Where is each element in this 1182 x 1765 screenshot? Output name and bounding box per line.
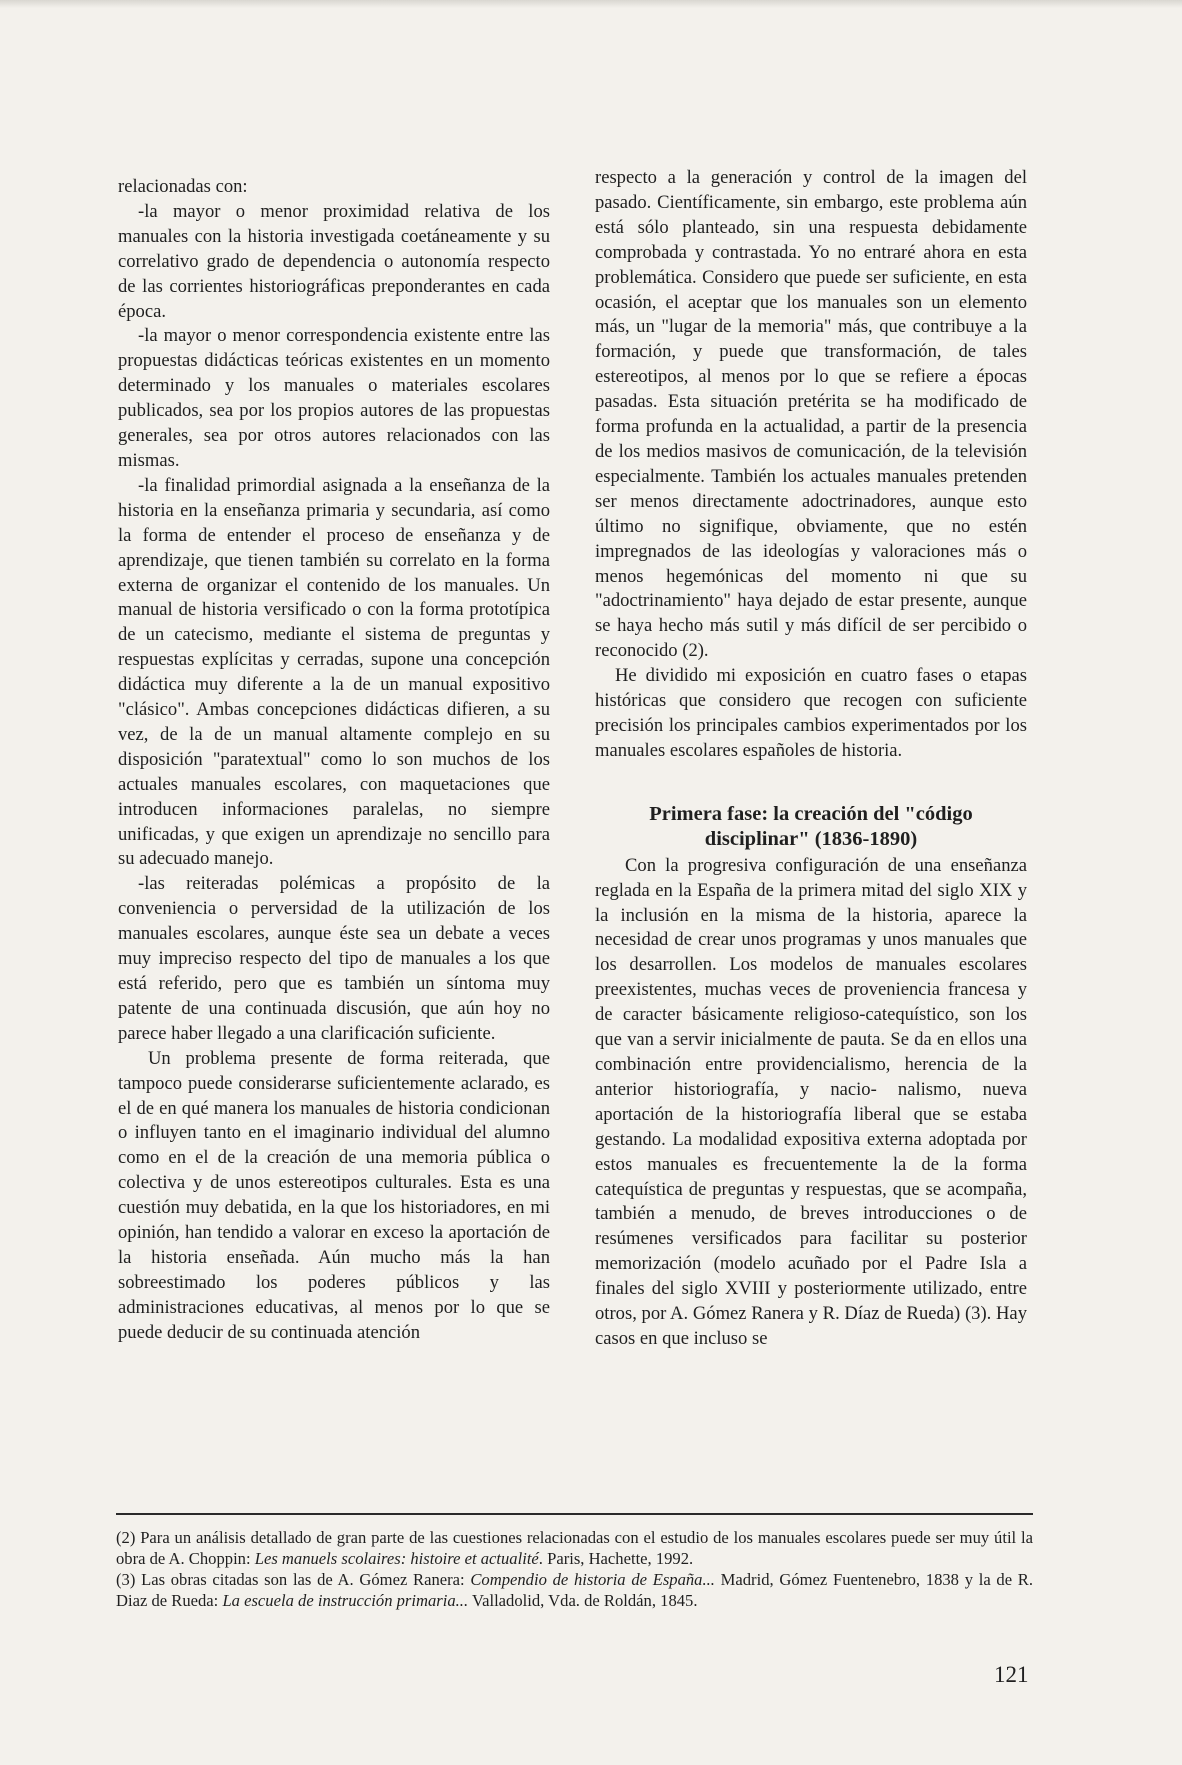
paragraph: -la finalidad primordial asignada a la enseñanza de la historia en la enseñanza primaria y secundaria, así como la forma de entender el proceso de enseñanza y de aprendizaje, que tienen también su correlato en la forma externa de organizar el contenido de los manuales. Un manual de historia versificado o con la forma prototípica de un catecismo, mediante el sistema de preguntas y respuestas explícitas y cerradas, supone una concepción didáctica muy diferente a la de un manual expositivo "clásico". Ambas concepciones didácticas difieren, a su vez, de la de un manual altamente complejo en su disposición "paratextual" como lo son muchos de los actuales manuales escolares, con maquetaciones que introducen informaciones paralelas, no siempre unificadas, y que exigen un aprendizaje no sencillo para su adecuado manejo. bbox=[118, 474, 550, 870]
footnote-text: (2) Para un análisis detallado de gran parte de las cuestiones relacionadas con el estudio de los manuales escolares puede ser muy útil la obra de A. Choppin: bbox=[116, 1528, 1033, 1568]
footnote-text: Madrid, Gómez Fuentenebro, 1838 y la de R. Diaz de Rueda: bbox=[116, 1570, 1033, 1610]
footnote-divider bbox=[116, 1513, 1033, 1515]
left-column bbox=[118, 175, 550, 1346]
section-heading bbox=[595, 802, 1027, 852]
paragraph: respecto a la generación y control de la imagen del pasado. Científicamente, sin embargo, este problema aún está sólo planteado, sin una respuesta debidamente comprobada y contrastada. Yo no entraré ahora en esta problemática. Considero que puede ser suficiente, en esta ocasión, el aceptar que los manuales son un elemento más, un "lugar de la memoria" más, que contribuye a la formación, y puede que transformación, de tales estereotipos, al menos por lo que se refiere a épocas pasadas. Esta situación pretérita se ha modificado de forma profunda en la actualidad, a partir de la presencia de los medios masivos de comunicación, de la televisión especialmente. También los actuales manuales pretenden ser menos directamente adoctrinadores, aunque esto último no signifique, obviamente, que no estén impregnados de las ideologías y valoraciones más o menos hegemónicas del momento ni que su "adoctrinamiento" haya dejado de estar presente, aunque se haya hecho más sutil y más difícil de ser percibido o reconocido (2). bbox=[595, 167, 1027, 662]
footnote-title: La escuela de instrucción primaria... bbox=[222, 1591, 469, 1610]
footnote-title: Compendio de historia de España... bbox=[470, 1570, 715, 1589]
footnote-text: . Paris, Hachette, 1992. bbox=[538, 1549, 694, 1568]
right-column bbox=[595, 166, 1027, 1352]
footnote-2 bbox=[116, 1527, 1033, 1569]
paragraph: He dividido mi exposición en cuatro fases o etapas históricas que considero que recogen con suficiente precisión los principales cambios experimentados por los manuales escolares españoles de historia. bbox=[595, 665, 1027, 761]
footnotes bbox=[116, 1527, 1033, 1611]
page-top-edge bbox=[0, 0, 1182, 8]
footnote-text: Valladolid, Vda. de Roldán, 1845. bbox=[468, 1591, 698, 1610]
section-heading-line-2: disciplinar" (1836-1890) bbox=[704, 827, 918, 850]
paragraph: Con la progresiva configuración de una enseñanza reglada en la España de la primera mitad del siglo XIX y la inclusión en la misma de la historia, aparece la necesidad de crear unos programas y unos manuales que los desarrollen. Los modelos de manuales escolares preexistentes, muchas veces de proveniencia francesa y de caracter básicamente religioso-catequístico, son los que van a servir inicialmente de pauta. Se da en ellos una combinación entre providencialismo, herencia de la anterior historiografía, y nacio- nalismo, nueva aportación de la historiografía liberal que se estaba gestando. La modalidad expositiva externa adoptada por estos manuales es frecuentemente la de la forma catequística de preguntas y respuestas, que se acompaña, también a menudo, de breves introducciones o de resúmenes versificados para facilitar su posterior memorización (modelo acuñado por el Padre Isla a finales del siglo XVIII y posteriormente utilizado, entre otros, por A. Gómez Ranera y R. Díaz de Rueda) (3). Hay casos en que incluso se bbox=[595, 854, 1027, 1349]
section-heading-line-1: Primera fase: la creación del "código bbox=[649, 802, 973, 825]
paragraph: relacionadas con: bbox=[118, 176, 248, 197]
footnote-text: (3) Las obras citadas son las de A. Gómez Ranera: bbox=[116, 1570, 471, 1589]
footnote-title: Les manuels scolaires: histoire et actualité bbox=[254, 1549, 539, 1568]
paragraph: -la mayor o menor proximidad relativa de los manuales con la historia investigada coetáneamente y su correlativo grado de dependencia o autonomía respecto de las corrientes historiográficas preponderantes en cada época. bbox=[118, 200, 550, 322]
page-number: 121 bbox=[994, 1662, 1029, 1687]
paragraph: -la mayor o menor correspondencia existente entre las propuestas didácticas teóricas existentes en un momento determinado y los manuales o materiales escolares publicados, sea por los propios autores de las propuestas generales, sea por otros autores relacionados con las mismas. bbox=[118, 325, 550, 471]
paragraph: Un problema presente de forma reiterada, que tampoco puede considerarse suficientemente aclarado, es el de en qué manera los manuales de historia condicionan o influyen tanto en el imaginario individual del alumno como en el de la creación de una memoria pública o colectiva y de unos estereotipos culturales. Esta es una cuestión muy debatida, en la que los historiadores, en mi opinión, han tendido a valorar en exceso la aportación de la historia enseñada. Aún mucho más la han sobreestimado los poderes públicos y las administraciones educativas, al menos por lo que se puede deducir de su continuada atención bbox=[118, 1047, 550, 1343]
paragraph: -las reiteradas polémicas a propósito de la conveniencia o perversidad de la utilización de los manuales escolares, aunque éste sea un debate a veces muy impreciso respecto del tipo de manuales a los que está referido, pero que es también un síntoma muy patente de una continuada discusión, que aún hoy no parece haber llegado a una clarificación suficiente. bbox=[118, 873, 550, 1044]
footnote-3 bbox=[116, 1569, 1033, 1611]
